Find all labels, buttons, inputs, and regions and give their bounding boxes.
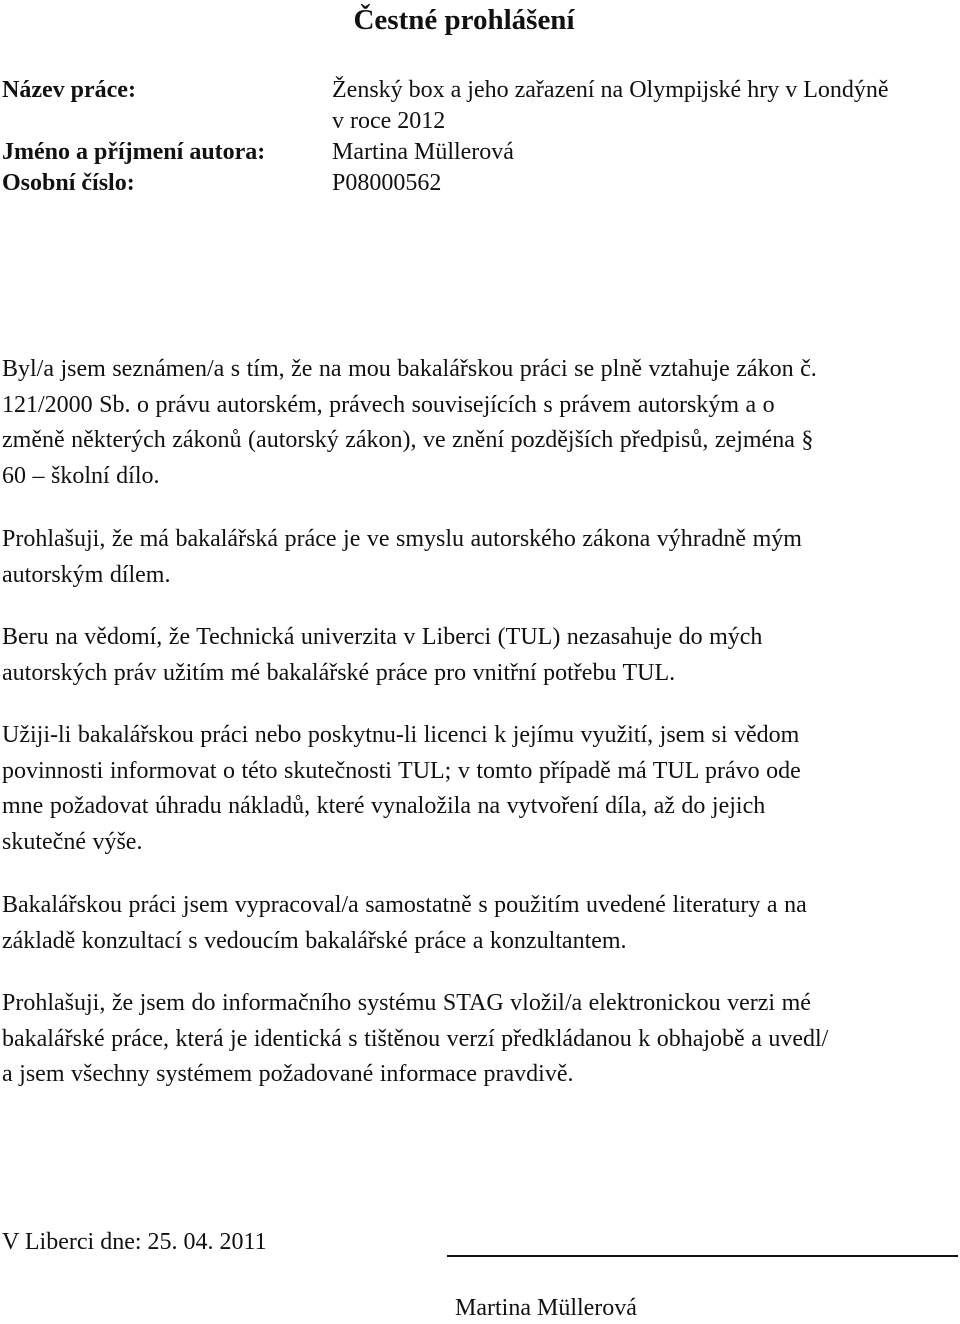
meta-value: v roce 2012 [332, 108, 446, 134]
place-date: V Liberci dne: 25. 04. 2011 [2, 1229, 267, 1255]
signature-name: Martina Müllerová [455, 1295, 637, 1321]
paragraph-line: skutečné výše. [2, 828, 143, 855]
meta-label: Osobní číslo: [2, 170, 135, 196]
paragraph-line: autorským dílem. [2, 561, 171, 588]
meta-value: P08000562 [332, 170, 442, 196]
paragraph-license [2, 718, 952, 860]
paragraph-line: mne požadovat úhradu nákladů, které vynaložila na vytvoření díla, až do jejich [2, 793, 766, 819]
paragraph-line: Prohlašuji, že jsem do informačního systému STAG vložil/a elektronickou verzi mé [2, 990, 811, 1016]
paragraph-independent-work [2, 888, 952, 959]
meta-label: Jméno a příjmení autora: [2, 139, 266, 165]
paragraph-stag-system [2, 986, 952, 1093]
paragraph-line: Bakalářskou práci jsem vypracoval/a samostatně s použitím uvedené literatury a na [2, 892, 807, 918]
paragraph-line: autorských práv užitím mé bakalářské práce pro vnitřní potřebu TUL. [2, 659, 676, 686]
paragraph-line: bakalářské práce, která je identická s tištěnou verzí předkládanou k obhajobě a uvedl/ [2, 1025, 829, 1052]
paragraph-line: 121/2000 Sb. o právu autorském, právech souvisejících s právem autorským a o [2, 391, 775, 418]
paragraph-copyright-law [2, 352, 952, 494]
paragraph-line: 60 – školní dílo. [2, 462, 160, 489]
meta-value: Martina Müllerová [332, 139, 514, 165]
signature-line [447, 1255, 958, 1257]
paragraph-line: základě konzultací s vedoucím bakalářské práce a konzultantem. [2, 927, 627, 954]
paragraph-line: povinnosti informovat o této skutečnosti TUL; v tomto případě má TUL právo ode [2, 757, 801, 784]
document-title: Čestné prohlášení [353, 4, 575, 36]
meta-value: Ženský box a jeho zařazení na Olympijské hry v Londýně [332, 77, 889, 103]
paragraph-line: změně některých zákonů (autorský zákon), ve znění pozdějších předpisů, zejména § [2, 427, 814, 453]
paragraph-line: Byl/a jsem seznámen/a s tím, že na mou bakalářskou práci se plně vztahuje zákon č. [2, 356, 817, 382]
meta-label: Název práce: [2, 77, 136, 103]
paragraph-line: Užiji-li bakalářskou práci nebo poskytnu-li licenci k jejímu využití, jsem si vědom [2, 722, 800, 748]
paragraph-tul-rights [2, 620, 952, 691]
paragraph-line: a jsem všechny systémem požadované informace pravdivě. [2, 1061, 574, 1087]
paragraph-line: Beru na vědomí, že Technická univerzita v Liberci (TUL) nezasahuje do mých [2, 624, 763, 650]
paragraph-line: Prohlašuji, že má bakalářská práce je ve smyslu autorského zákona výhradně mým [2, 526, 802, 552]
paragraph-authorship [2, 522, 952, 593]
